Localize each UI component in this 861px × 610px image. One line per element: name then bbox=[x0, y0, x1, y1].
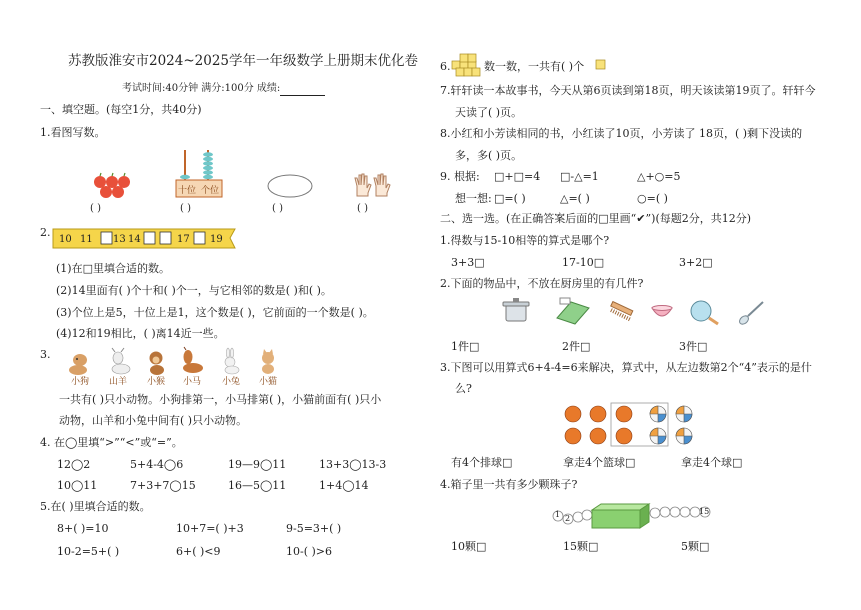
c2-option[interactable]: 3件□ bbox=[679, 340, 708, 353]
c3-question: 3.下图可以用算式6+4-4=6来解决，算式中，从左边数第2个“4”表示的是什 bbox=[440, 361, 812, 374]
q2-label: 2. bbox=[40, 226, 51, 239]
q9-equation: △+○=5 bbox=[637, 170, 681, 183]
ruler-number: 10 bbox=[59, 234, 72, 245]
q4-item: 10◯11 bbox=[57, 479, 98, 492]
q9-answer: ○=( ) bbox=[637, 192, 668, 205]
ruler-number: 11 bbox=[80, 234, 93, 245]
q8-line: 多，多( )页。 bbox=[455, 149, 523, 162]
q5-item: 10-2=5+( ) bbox=[57, 545, 120, 558]
q9-equation: □+□=4 bbox=[494, 170, 541, 183]
q3-text: 一共有( )只小动物。小狗排第一，小马排第( )，小猫前面有( )只小 bbox=[59, 393, 382, 406]
q2-line: (2)14里面有( )个十和( )个一，与它相邻的数是( )和( )。 bbox=[56, 284, 332, 297]
c4-option[interactable]: 15颗□ bbox=[563, 540, 599, 553]
q2-line: (4)12和19相比，( )离14近一些。 bbox=[56, 327, 225, 340]
c4-option[interactable]: 10颗□ bbox=[451, 540, 487, 553]
q1-blank: ( ) bbox=[90, 203, 101, 214]
c2-question: 2.下面的物品中，不放在厨房里的有几件? bbox=[440, 277, 644, 290]
q6-number: 6. bbox=[440, 60, 451, 73]
box-icon bbox=[592, 504, 649, 528]
ruler-number: 13 bbox=[113, 234, 126, 245]
animal-name-goat: 山羊 bbox=[109, 377, 128, 387]
ruler-number: 17 bbox=[177, 234, 190, 245]
q1-blank: ( ) bbox=[357, 203, 368, 214]
animal-name-horse: 小马 bbox=[183, 377, 202, 387]
q4-item: 5+4-4◯6 bbox=[130, 458, 184, 471]
q8-line: 8.小红和小芳读相同的书，小红读了10页，小芳读了 18页，( )剩下没读的 bbox=[440, 127, 803, 140]
section-2-heading: 二、选一选。(在正确答案后面的□里画“✔”)(每题2分，共12分) bbox=[440, 212, 752, 225]
section-1-heading: 一、填空题。(每空1分，共40分) bbox=[40, 103, 202, 116]
animal-name-dog: 小狗 bbox=[71, 377, 90, 387]
animal-name-cat: 小猫 bbox=[259, 377, 278, 387]
q9-think-label: 想一想: bbox=[455, 192, 492, 205]
q1-blank: ( ) bbox=[272, 203, 283, 214]
exam-info-text: 考试时间:40分钟 满分:100分 成绩: bbox=[122, 83, 281, 94]
bead-number: 15 bbox=[699, 507, 710, 516]
q6-text: 数一数，一共有( )个 bbox=[484, 60, 585, 73]
q5-item: 9-5=3+( ) bbox=[286, 522, 342, 535]
q4-item: 1+4◯14 bbox=[319, 479, 369, 492]
q9-equation: □-△=1 bbox=[560, 170, 599, 183]
q4-label: 4. 在◯里填“>”“<”或“=”。 bbox=[40, 436, 183, 449]
abacus-label-ones: 个位 bbox=[201, 186, 220, 196]
q7-line: 天读了( )页。 bbox=[455, 106, 523, 119]
q5-item: 10+7=( )+3 bbox=[176, 522, 244, 535]
bead-number: 2 bbox=[565, 514, 571, 523]
c3-option[interactable]: 拿走4个球□ bbox=[681, 456, 743, 469]
q4-item: 16—5◯11 bbox=[228, 479, 287, 492]
q3-label: 3. bbox=[40, 348, 51, 361]
c2-option[interactable]: 1件□ bbox=[451, 340, 480, 353]
q1-blank: ( ) bbox=[180, 203, 191, 214]
c2-option[interactable]: 2件□ bbox=[562, 340, 591, 353]
ruler-number: 19 bbox=[210, 234, 223, 245]
q9-label: 9. 根据: bbox=[440, 170, 480, 183]
q4-item: 13+3◯13-3 bbox=[319, 458, 387, 471]
q4-item: 19—9◯11 bbox=[228, 458, 287, 471]
ruler-number: 14 bbox=[128, 234, 141, 245]
q1-label: 1.看图写数。 bbox=[40, 126, 106, 139]
c3-option[interactable]: 有4个排球□ bbox=[451, 456, 513, 469]
q5-item: 6+( )<9 bbox=[176, 545, 221, 558]
c3-option[interactable]: 拿走4个篮球□ bbox=[563, 456, 636, 469]
c1-option[interactable]: 3+2□ bbox=[679, 256, 713, 269]
abacus-label-tens: 十位 bbox=[178, 186, 197, 196]
c3-question: 么? bbox=[455, 382, 472, 395]
animal-name-monkey: 小猴 bbox=[147, 377, 166, 387]
q9-answer: □=( ) bbox=[494, 192, 526, 205]
c1-option[interactable]: 17-10□ bbox=[562, 256, 605, 269]
c1-question: 1.得数与15-10相等的算式是哪个? bbox=[440, 234, 610, 247]
q9-answer: △=( ) bbox=[560, 192, 590, 205]
c4-option[interactable]: 5颗□ bbox=[681, 540, 710, 553]
q2-line: (3)个位上是5，十位上是1，这个数是( )，它前面的一个数是( )。 bbox=[56, 306, 374, 319]
q5-item: 10-( )>6 bbox=[286, 545, 333, 558]
c4-question: 4.箱子里一共有多少颗珠子? bbox=[440, 478, 578, 491]
q3-text: 动物，山羊和小兔中间有( )只小动物。 bbox=[59, 414, 248, 427]
q7-line: 7.轩轩读一本故事书，今天从第6页读到第18页，明天该读第19页了。轩轩今 bbox=[440, 84, 816, 97]
c1-option[interactable]: 3+3□ bbox=[451, 256, 485, 269]
bead-number: 1 bbox=[555, 510, 561, 519]
q4-item: 7+3+7◯15 bbox=[130, 479, 196, 492]
q5-item: 8+( )=10 bbox=[57, 522, 109, 535]
q2-line: (1)在□里填合适的数。 bbox=[56, 262, 170, 275]
page-title: 苏教版淮安市2024~2025学年一年级数学上册期末优化卷 bbox=[68, 53, 419, 69]
q5-label: 5.在( )里填合适的数。 bbox=[40, 500, 151, 513]
animal-name-rabbit: 小兔 bbox=[222, 377, 241, 387]
q4-item: 12◯2 bbox=[57, 458, 91, 471]
